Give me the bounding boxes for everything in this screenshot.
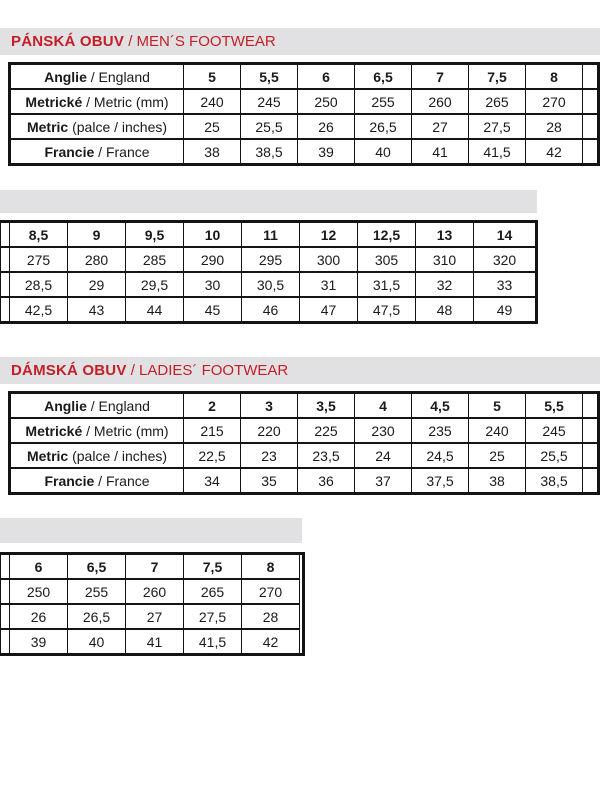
cut-column-cell <box>0 604 10 629</box>
size-value-cell: 310 <box>416 247 474 272</box>
size-value-cell: 285 <box>126 247 184 272</box>
size-value-cell: 45 <box>184 297 242 323</box>
size-header-cell: 6,5 <box>355 64 412 90</box>
table-row <box>0 629 304 655</box>
size-value-cell: 47,5 <box>358 297 416 323</box>
size-value-cell: 31,5 <box>358 272 416 297</box>
size-value-cell: 235 <box>412 418 469 443</box>
ladies-size-table-part1 <box>8 391 600 495</box>
size-value-cell: 42,5 <box>10 297 68 323</box>
row-label: Francie / France <box>10 468 184 494</box>
size-value-cell: 28,5 <box>10 272 68 297</box>
size-value-cell: 26 <box>298 114 355 139</box>
size-value-cell: 37 <box>355 468 412 494</box>
size-value-cell: 23 <box>241 443 298 468</box>
cut-column-cell <box>583 418 599 443</box>
size-value-cell: 29,5 <box>126 272 184 297</box>
table-row <box>0 554 304 580</box>
size-header-cell: 9 <box>68 222 126 248</box>
table-row <box>10 64 599 90</box>
size-header-cell: 6 <box>10 554 68 580</box>
size-value-cell: 24,5 <box>412 443 469 468</box>
table-row <box>0 272 537 297</box>
size-value-cell: 270 <box>526 89 583 114</box>
cut-column-cell <box>583 64 599 90</box>
size-header-cell: 5,5 <box>526 393 583 419</box>
row-label: Metrické / Metric (mm) <box>10 89 184 114</box>
size-header-cell: 5 <box>184 64 241 90</box>
cut-column-cell <box>0 247 10 272</box>
size-header-cell: 8 <box>242 554 300 580</box>
mens-section-title: PÁNSKÁ OBUV <box>11 33 125 50</box>
ladies-section-title-en: / LADIES´ FOOTWEAR <box>126 362 289 379</box>
size-value-cell: 33 <box>474 272 537 297</box>
size-value-cell: 25 <box>469 443 526 468</box>
size-header-cell: 12,5 <box>358 222 416 248</box>
row-label: Metric (palce / inches) <box>10 443 184 468</box>
size-value-cell: 41 <box>126 629 184 655</box>
size-value-cell: 38 <box>184 139 241 165</box>
cut-column-cell <box>0 579 10 604</box>
table-row <box>10 468 599 494</box>
row-label: Anglie / England <box>10 393 184 419</box>
size-value-cell: 38 <box>469 468 526 494</box>
table-row <box>0 222 537 248</box>
table-row <box>10 443 599 468</box>
size-value-cell: 47 <box>300 297 358 323</box>
size-value-cell: 41,5 <box>469 139 526 165</box>
row-label: Metrické / Metric (mm) <box>10 418 184 443</box>
size-value-cell: 270 <box>242 579 300 604</box>
size-value-cell: 46 <box>242 297 300 323</box>
size-value-cell: 38,5 <box>241 139 298 165</box>
size-value-cell: 240 <box>184 89 241 114</box>
size-value-cell: 25 <box>184 114 241 139</box>
cut-column-cell <box>0 222 10 248</box>
size-header-cell: 8,5 <box>10 222 68 248</box>
table-row <box>0 604 304 629</box>
cut-column-cell <box>583 89 599 114</box>
table-row <box>10 418 599 443</box>
size-value-cell: 245 <box>526 418 583 443</box>
ladies-section-header <box>0 357 600 384</box>
cut-column-cell <box>583 468 599 494</box>
size-value-cell: 300 <box>300 247 358 272</box>
size-value-cell: 22,5 <box>184 443 241 468</box>
size-value-cell: 255 <box>68 579 126 604</box>
size-value-cell: 305 <box>358 247 416 272</box>
size-value-cell: 25,5 <box>241 114 298 139</box>
size-header-cell: 3 <box>241 393 298 419</box>
size-header-cell: 7 <box>412 64 469 90</box>
size-header-cell: 13 <box>416 222 474 248</box>
size-value-cell: 48 <box>416 297 474 323</box>
mens-size-table-part2 <box>0 220 538 324</box>
size-value-cell: 28 <box>526 114 583 139</box>
table-row <box>0 297 537 323</box>
size-value-cell: 36 <box>298 468 355 494</box>
size-value-cell: 26,5 <box>355 114 412 139</box>
size-value-cell: 29 <box>68 272 126 297</box>
size-value-cell: 230 <box>355 418 412 443</box>
size-value-cell: 41 <box>412 139 469 165</box>
size-value-cell: 225 <box>298 418 355 443</box>
size-value-cell: 265 <box>184 579 242 604</box>
table-row <box>10 393 599 419</box>
size-value-cell: 290 <box>184 247 242 272</box>
cut-column-cell <box>583 114 599 139</box>
table-row <box>0 579 304 604</box>
row-label: Metric (palce / inches) <box>10 114 184 139</box>
size-value-cell: 30 <box>184 272 242 297</box>
size-header-cell: 2 <box>184 393 241 419</box>
size-value-cell: 32 <box>416 272 474 297</box>
size-value-cell: 23,5 <box>298 443 355 468</box>
size-value-cell: 275 <box>10 247 68 272</box>
size-value-cell: 41,5 <box>184 629 242 655</box>
size-value-cell: 245 <box>241 89 298 114</box>
cut-column-cell <box>583 393 599 419</box>
row-label: Francie / France <box>10 139 184 165</box>
size-value-cell: 37,5 <box>412 468 469 494</box>
size-header-cell: 11 <box>242 222 300 248</box>
size-header-cell: 5 <box>469 393 526 419</box>
table-row <box>10 139 599 165</box>
size-value-cell: 49 <box>474 297 537 323</box>
size-value-cell: 250 <box>298 89 355 114</box>
size-value-cell: 43 <box>68 297 126 323</box>
size-value-cell: 31 <box>300 272 358 297</box>
mens-section-header <box>0 28 600 55</box>
size-header-cell: 14 <box>474 222 537 248</box>
size-header-cell: 7,5 <box>184 554 242 580</box>
size-header-cell: 3,5 <box>298 393 355 419</box>
size-value-cell: 25,5 <box>526 443 583 468</box>
size-value-cell: 35 <box>241 468 298 494</box>
ladies-section-spacer-bar <box>0 518 302 543</box>
cut-column-cell <box>583 139 599 165</box>
size-value-cell: 320 <box>474 247 537 272</box>
mens-size-table-part1 <box>8 62 600 166</box>
size-value-cell: 215 <box>184 418 241 443</box>
size-value-cell: 40 <box>68 629 126 655</box>
size-value-cell: 44 <box>126 297 184 323</box>
cut-column-cell <box>0 297 10 323</box>
size-header-cell: 6,5 <box>68 554 126 580</box>
mens-section-title-en: / MEN´S FOOTWEAR <box>124 33 276 50</box>
size-value-cell: 28 <box>242 604 300 629</box>
cut-column-cell <box>0 272 10 297</box>
size-value-cell: 34 <box>184 468 241 494</box>
size-value-cell: 255 <box>355 89 412 114</box>
size-header-cell: 7 <box>126 554 184 580</box>
size-value-cell: 39 <box>298 139 355 165</box>
table-row <box>0 247 537 272</box>
size-header-cell: 4,5 <box>412 393 469 419</box>
cut-column-cell <box>583 443 599 468</box>
size-value-cell: 30,5 <box>242 272 300 297</box>
table-row <box>10 114 599 139</box>
table-row <box>10 89 599 114</box>
ladies-size-table-part2 <box>0 552 305 656</box>
size-value-cell: 27,5 <box>469 114 526 139</box>
ladies-section-title: DÁMSKÁ OBUV <box>11 362 127 379</box>
size-value-cell: 280 <box>68 247 126 272</box>
size-value-cell: 27,5 <box>184 604 242 629</box>
size-value-cell: 260 <box>126 579 184 604</box>
size-value-cell: 265 <box>469 89 526 114</box>
size-value-cell: 40 <box>355 139 412 165</box>
size-value-cell: 250 <box>10 579 68 604</box>
size-value-cell: 42 <box>526 139 583 165</box>
size-header-cell: 10 <box>184 222 242 248</box>
size-value-cell: 240 <box>469 418 526 443</box>
size-value-cell: 38,5 <box>526 468 583 494</box>
size-value-cell: 260 <box>412 89 469 114</box>
size-value-cell: 42 <box>242 629 300 655</box>
size-header-cell: 6 <box>298 64 355 90</box>
size-header-cell: 5,5 <box>241 64 298 90</box>
size-value-cell: 27 <box>412 114 469 139</box>
size-header-cell: 4 <box>355 393 412 419</box>
size-value-cell: 220 <box>241 418 298 443</box>
size-header-cell: 8 <box>526 64 583 90</box>
size-header-cell: 7,5 <box>469 64 526 90</box>
size-value-cell: 24 <box>355 443 412 468</box>
size-value-cell: 26,5 <box>68 604 126 629</box>
cut-column-cell <box>0 629 10 655</box>
size-value-cell: 26 <box>10 604 68 629</box>
mens-section-spacer-bar <box>0 190 537 213</box>
size-value-cell: 295 <box>242 247 300 272</box>
size-header-cell: 9,5 <box>126 222 184 248</box>
size-header-cell: 12 <box>300 222 358 248</box>
size-value-cell: 39 <box>10 629 68 655</box>
cut-column-cell <box>0 554 10 580</box>
row-label: Anglie / England <box>10 64 184 90</box>
size-value-cell: 27 <box>126 604 184 629</box>
